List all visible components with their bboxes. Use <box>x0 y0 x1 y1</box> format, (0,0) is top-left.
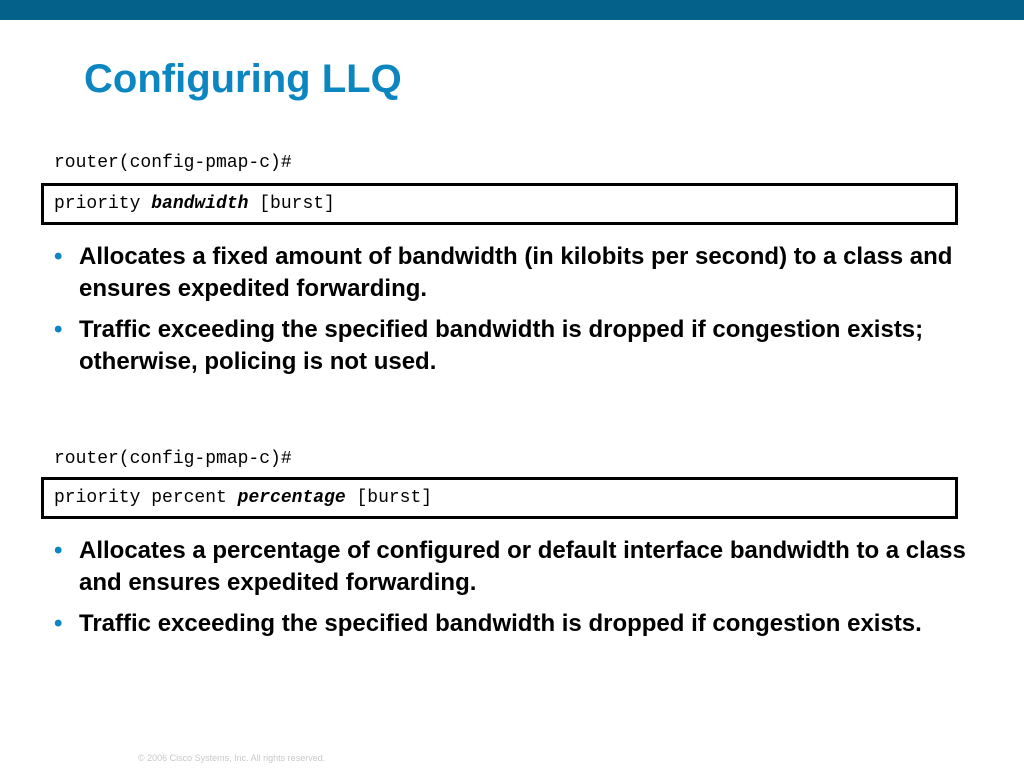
bullet-text: Traffic exceeding the specified bandwidth is dropped if congestion exists. <box>79 610 922 637</box>
slide-title: Configuring LLQ <box>84 57 402 101</box>
bullet-icon: • <box>54 537 63 564</box>
cli-prompt: router(config-pmap-c)# <box>54 153 292 173</box>
command-syntax-box <box>41 183 958 225</box>
bullet-item <box>54 608 974 640</box>
command-option: [burst] <box>248 194 335 214</box>
command-syntax <box>54 193 335 215</box>
bullet-icon: • <box>54 316 63 343</box>
command-keyword: priority <box>54 194 152 214</box>
header-bar <box>0 0 1024 20</box>
bullet-item <box>54 241 974 305</box>
command-syntax-box <box>41 477 958 519</box>
command-option: [burst] <box>345 488 433 508</box>
bullet-icon: • <box>54 610 63 637</box>
bullet-item <box>54 314 974 378</box>
command-argument: percentage <box>237 488 346 508</box>
cli-prompt: router(config-pmap-c)# <box>54 449 292 469</box>
command-argument: bandwidth <box>151 194 249 214</box>
copyright-footer: © 2006 Cisco Systems, Inc. All rights reserved. <box>138 753 326 763</box>
command-keyword: priority percent <box>54 488 238 508</box>
bullet-text: Allocates a fixed amount of bandwidth (in kilobits per second) to a class and ensures expedited forwarding. <box>79 243 953 302</box>
bullet-list <box>54 241 974 387</box>
bullet-item <box>54 535 974 599</box>
bullet-text: Allocates a percentage of configured or default interface bandwidth to a class and ensures expedited forwarding. <box>79 537 966 596</box>
command-syntax <box>54 487 432 509</box>
bullet-text: Traffic exceeding the specified bandwidth is dropped if congestion exists; otherwise, policing is not used. <box>79 316 924 375</box>
bullet-icon: • <box>54 243 63 270</box>
bullet-list <box>54 535 974 649</box>
